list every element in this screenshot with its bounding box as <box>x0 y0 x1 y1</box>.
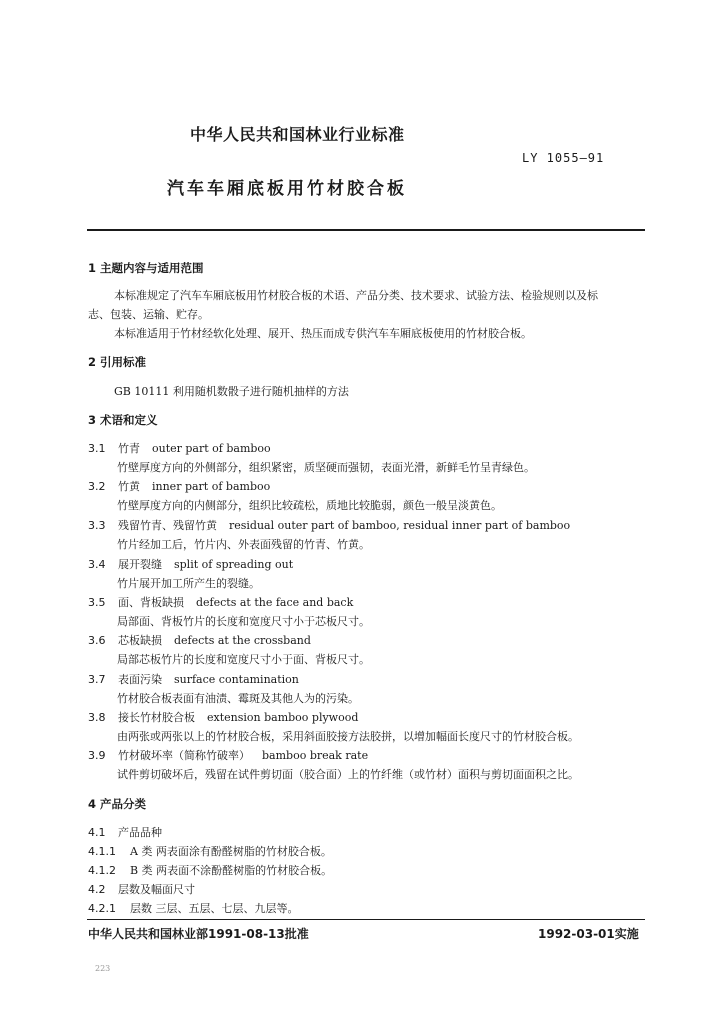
term-number: 3.7 <box>88 673 106 686</box>
clause-number: 4.1 <box>88 826 106 839</box>
term-english: defects at the face and back <box>196 596 354 609</box>
term-chinese: 接长竹材胶合板 <box>118 711 195 724</box>
term-chinese: 竹材破坏率（简称竹破率） <box>118 749 250 762</box>
term-number: 3.5 <box>88 596 106 609</box>
term-chinese: 竹黄 <box>118 480 140 493</box>
clause-text: 产品品种 <box>118 826 162 839</box>
clause-text: B 类 两表面不涂酚醛树脂的竹材胶合板。 <box>130 864 333 877</box>
term-number: 3.4 <box>88 558 106 571</box>
term-chinese: 竹青 <box>118 442 140 455</box>
section-1-paragraph-1-line-1: 本标准规定了汽车车厢底板用竹材胶合板的术语、产品分类、技术要求、试验方法、检验规则以及标 <box>114 289 598 302</box>
term-english: extension bamboo plywood <box>207 711 359 724</box>
term-3-9 <box>88 747 368 763</box>
definition-3-3: 竹片经加工后，竹片内、外表面残留的竹青、竹黄。 <box>117 538 370 551</box>
page-mark: 223 <box>95 964 111 973</box>
definition-3-7: 竹材胶合板表面有油渍、霉斑及其他人为的污染。 <box>117 692 359 705</box>
clause-number: 4.2 <box>88 883 106 896</box>
section-4-heading: 4 产品分类 <box>88 797 147 811</box>
term-3-7 <box>88 671 299 687</box>
clause-number: 4.2.1 <box>88 902 116 915</box>
definition-3-4: 竹片展开加工所产生的裂缝。 <box>117 577 260 590</box>
header-rule <box>87 229 645 231</box>
term-number: 3.6 <box>88 634 106 647</box>
term-number: 3.3 <box>88 519 106 532</box>
footer-rule <box>87 919 645 920</box>
term-number: 3.9 <box>88 749 106 762</box>
section-1-paragraph-1-line-2: 志、包装、运输、贮存。 <box>88 308 209 321</box>
clause-4-1-2 <box>88 862 332 878</box>
clause-4-2-1 <box>88 900 299 916</box>
term-english: bamboo break rate <box>262 749 369 762</box>
term-chinese: 表面污染 <box>118 673 162 686</box>
term-english: inner part of bamboo <box>152 480 271 493</box>
reference-gb-10111: GB 10111 利用随机数骰子进行随机抽样的方法 <box>114 385 349 398</box>
term-chinese: 面、背板缺损 <box>118 596 184 609</box>
header-organization: 中华人民共和国林业行业标准 <box>190 125 405 144</box>
term-3-1 <box>88 440 271 456</box>
definition-3-5: 局部面、背板竹片的长度和宽度尺寸小于芯板尺寸。 <box>117 615 370 628</box>
standard-code: LY 1055—91 <box>522 151 605 165</box>
term-chinese: 残留竹青、残留竹黄 <box>118 519 217 532</box>
section-1-heading: 1 主题内容与适用范围 <box>88 261 204 275</box>
term-3-6 <box>88 632 311 648</box>
term-english: residual outer part of bamboo, residual inner part of bamboo <box>229 519 571 532</box>
section-2-heading: 2 引用标准 <box>88 355 147 369</box>
implementation-date: 1992-03-01实施 <box>538 927 639 941</box>
term-english: surface contamination <box>174 673 299 686</box>
definition-3-8: 由两张或两张以上的竹材胶合板，采用斜面胶接方法胶拼，以增加幅面长度尺寸的竹材胶合板。 <box>117 730 579 743</box>
clause-4-1 <box>88 824 162 840</box>
term-3-5 <box>88 594 353 610</box>
clause-4-2 <box>88 881 195 897</box>
term-english: outer part of bamboo <box>152 442 271 455</box>
clause-text: 层数及幅面尺寸 <box>118 883 195 896</box>
term-3-2 <box>88 478 270 494</box>
section-1-paragraph-2: 本标准适用于竹材经软化处理、展开、热压而成专供汽车车厢底板使用的竹材胶合板。 <box>114 327 532 340</box>
term-english: defects at the crossband <box>174 634 311 647</box>
approval-date: 中华人民共和国林业部1991-08-13批准 <box>88 927 309 941</box>
clause-4-1-1 <box>88 843 332 859</box>
term-english: split of spreading out <box>174 558 294 571</box>
term-3-8 <box>88 709 358 725</box>
term-number: 3.2 <box>88 480 106 493</box>
document-title: 汽车车厢底板用竹材胶合板 <box>167 179 407 199</box>
term-chinese: 展开裂缝 <box>118 558 162 571</box>
definition-3-1: 竹壁厚度方向的外侧部分，组织紧密，质坚硬而强韧，表面光滑，新鲜毛竹呈青绿色。 <box>117 461 535 474</box>
section-3-heading: 3 术语和定义 <box>88 413 158 427</box>
term-3-4 <box>88 556 293 572</box>
term-chinese: 芯板缺损 <box>118 634 162 647</box>
clause-text: A 类 两表面涂有酚醛树脂的竹材胶合板。 <box>130 845 332 858</box>
definition-3-6: 局部芯板竹片的长度和宽度尺寸小于面、背板尺寸。 <box>117 653 370 666</box>
term-number: 3.8 <box>88 711 106 724</box>
definition-3-9: 试件剪切破坏后，残留在试件剪切面（胶合面）上的竹纤维（或竹材）面积与剪切面面积之比。 <box>117 768 579 781</box>
clause-number: 4.1.2 <box>88 864 116 877</box>
definition-3-2: 竹壁厚度方向的内侧部分，组织比较疏松，质地比较脆弱，颜色一般呈淡黄色。 <box>117 499 502 512</box>
term-3-3 <box>88 517 570 533</box>
clause-number: 4.1.1 <box>88 845 116 858</box>
term-number: 3.1 <box>88 442 106 455</box>
clause-text: 层数 三层、五层、七层、九层等。 <box>130 902 299 915</box>
